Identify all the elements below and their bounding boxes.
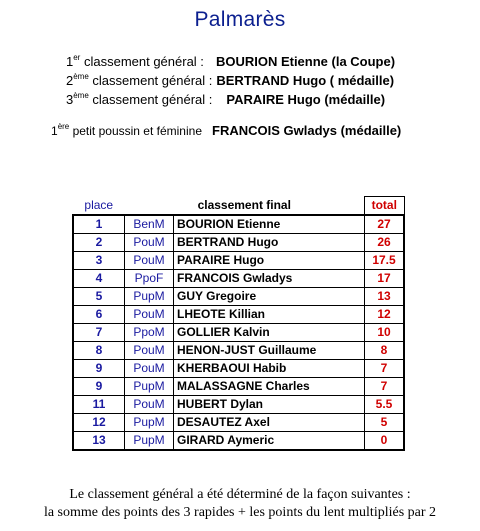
- award-label: classement général :: [80, 54, 204, 69]
- table-row: [73, 342, 404, 360]
- award-winner: FRANCOIS Gwladys (médaille): [212, 123, 402, 138]
- award-rank-suffix: er: [73, 53, 81, 62]
- cell-place: 1: [73, 215, 125, 234]
- cell-total: 5.5: [365, 396, 405, 414]
- award-line-2: [66, 73, 394, 88]
- cell-total: 5: [365, 414, 405, 432]
- table-row: [73, 324, 404, 342]
- award-line-3: [66, 92, 385, 107]
- award-rank: 2: [66, 73, 74, 88]
- cell-name: GOLLIER Kalvin: [174, 324, 365, 342]
- cell-name: HUBERT Dylan: [174, 396, 365, 414]
- award-rank-suffix: ème: [73, 91, 89, 100]
- table-row: [73, 414, 404, 432]
- cell-category: PupM: [125, 414, 174, 432]
- cell-place: 3: [73, 252, 125, 270]
- award-line-4: [51, 123, 401, 138]
- cell-total: 12: [365, 306, 405, 324]
- cell-category: PpoF: [125, 270, 174, 288]
- table-row: [73, 432, 404, 451]
- cell-name: HENON-JUST Guillaume: [174, 342, 365, 360]
- cell-total: 17.5: [365, 252, 405, 270]
- cell-category: BenM: [125, 215, 174, 234]
- footer-line-1: Le classement général a été déterminé de la façon suivantes :: [69, 487, 411, 502]
- table-row: [73, 378, 404, 396]
- cell-total: 8: [365, 342, 405, 360]
- cell-total: 7: [365, 378, 405, 396]
- table-row: [73, 306, 404, 324]
- cell-category: PouM: [125, 306, 174, 324]
- cell-place: 9: [73, 360, 125, 378]
- cell-place: 9: [73, 378, 125, 396]
- cell-category: PouM: [125, 342, 174, 360]
- cell-name: PARAIRE Hugo: [174, 252, 365, 270]
- award-rank: 3: [66, 92, 74, 107]
- cell-total: 17: [365, 270, 405, 288]
- cell-name: KHERBAOUI Habib: [174, 360, 365, 378]
- award-rank: 1: [66, 54, 74, 69]
- cell-place: 7: [73, 324, 125, 342]
- page-title: Palmarès: [194, 8, 286, 31]
- award-line-1: [66, 54, 395, 69]
- cell-place: 2: [73, 234, 125, 252]
- cell-place: 6: [73, 306, 125, 324]
- cell-category: PouM: [125, 252, 174, 270]
- table-row: [73, 234, 404, 252]
- cell-name: GUY Gregoire: [174, 288, 365, 306]
- cell-place: 11: [73, 396, 125, 414]
- award-rank: 1: [51, 124, 58, 138]
- cell-name: FRANCOIS Gwladys: [174, 270, 365, 288]
- cell-place: 12: [73, 414, 125, 432]
- award-winner: BERTRAND Hugo ( médaille): [216, 73, 395, 88]
- results-table: [72, 196, 405, 451]
- cell-name: BOURION Etienne: [174, 215, 365, 234]
- cell-total: 10: [365, 324, 405, 342]
- award-label: classement général :: [88, 92, 213, 107]
- table-row: [73, 396, 404, 414]
- table-row: [73, 270, 404, 288]
- header-final: classement final: [197, 197, 291, 212]
- cell-category: PouM: [125, 234, 174, 252]
- cell-name: MALASSAGNE Charles: [174, 378, 365, 396]
- cell-total: 7: [365, 360, 405, 378]
- cell-category: PouM: [125, 360, 174, 378]
- award-rank-suffix: ère: [57, 122, 70, 131]
- footer-line-2: la somme des points des 3 rapides + les points du lent multipliés par 2: [43, 505, 437, 520]
- cell-category: PouM: [125, 396, 174, 414]
- cell-category: PupM: [125, 432, 174, 451]
- header-place: place: [84, 197, 114, 212]
- cell-place: 13: [73, 432, 125, 451]
- header-total: total: [365, 197, 405, 216]
- cell-name: GIRARD Aymeric: [174, 432, 365, 451]
- cell-place: 4: [73, 270, 125, 288]
- cell-place: 8: [73, 342, 125, 360]
- award-label: classement général :: [88, 73, 213, 88]
- table-row: [73, 288, 404, 306]
- results-body: [73, 215, 404, 450]
- table-row: [73, 215, 404, 234]
- cell-total: 27: [365, 215, 405, 234]
- award-winner: BOURION Etienne (la Coupe): [215, 54, 396, 69]
- cell-name: LHEOTE Killian: [174, 306, 365, 324]
- cell-place: 5: [73, 288, 125, 306]
- award-winner: PARAIRE Hugo (médaille): [226, 92, 386, 107]
- cell-category: PupM: [125, 378, 174, 396]
- table-row: [73, 360, 404, 378]
- cell-total: 13: [365, 288, 405, 306]
- cell-total: 0: [365, 432, 405, 451]
- table-header-row: [73, 197, 404, 216]
- cell-category: PupM: [125, 288, 174, 306]
- cell-category: PpoM: [125, 324, 174, 342]
- award-label: petit poussin et féminine: [69, 124, 202, 138]
- cell-total: 26: [365, 234, 405, 252]
- cell-name: BERTRAND Hugo: [174, 234, 365, 252]
- cell-name: DESAUTEZ Axel: [174, 414, 365, 432]
- award-rank-suffix: ème: [73, 72, 89, 81]
- table-row: [73, 252, 404, 270]
